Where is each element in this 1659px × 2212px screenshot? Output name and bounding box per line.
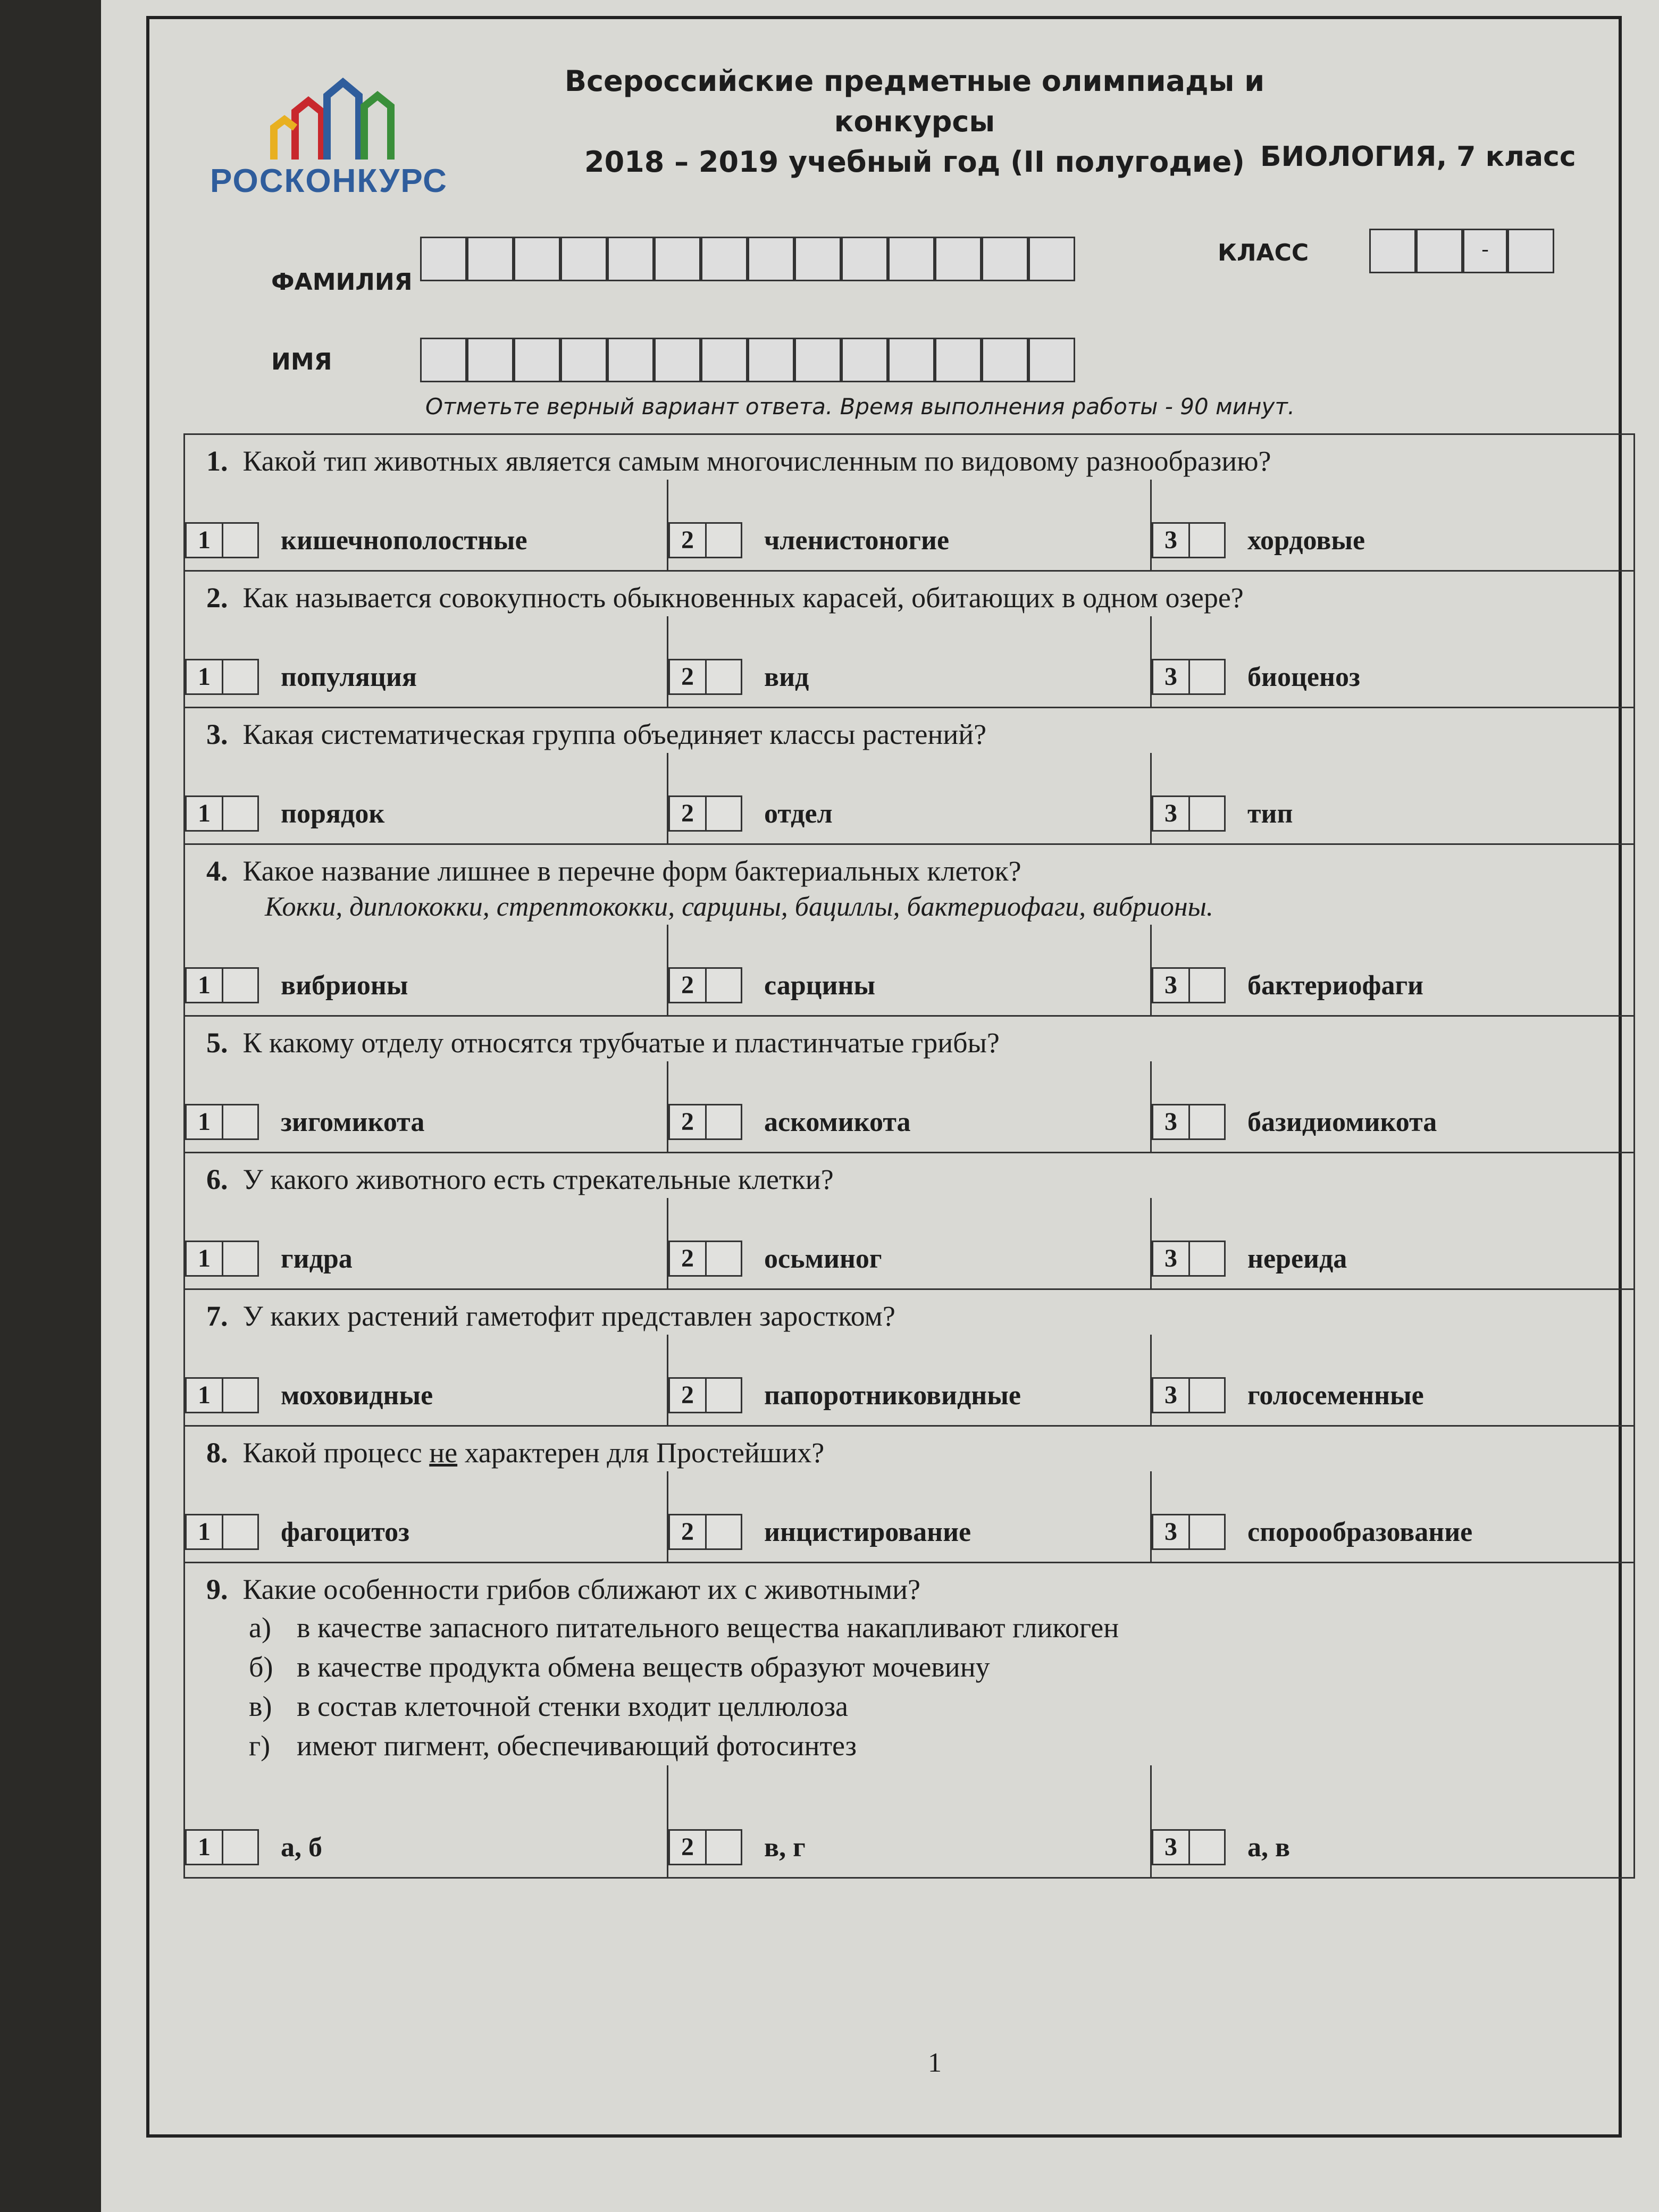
surname-cells[interactable]: [420, 237, 1075, 281]
name-label: ИМЯ: [271, 348, 332, 375]
statement-item: [185, 1608, 1633, 1647]
question-number: 7.: [206, 1300, 228, 1332]
question-number: 8.: [206, 1437, 228, 1469]
question-4: [185, 845, 1633, 1017]
question-2: [185, 572, 1633, 708]
question-number: 2.: [206, 582, 228, 614]
letter-cell[interactable]: [841, 338, 888, 382]
statement-text: в качестве продукта обмена веществ образуют мочевину: [297, 1651, 990, 1683]
answer-checkbox[interactable]: [1152, 522, 1226, 558]
letter-cell[interactable]: [654, 237, 701, 281]
question-7: [185, 1290, 1633, 1427]
answer-option[interactable]: [667, 1765, 1150, 1877]
option-label: сарцины: [764, 970, 876, 1001]
letter-cell[interactable]: [607, 237, 654, 281]
answer-checkbox[interactable]: [1152, 659, 1226, 695]
subject-grade: БИОЛОГИЯ, 7 класс: [1260, 141, 1576, 173]
surname-label: ФАМИЛИЯ: [271, 269, 413, 296]
option-number: 2: [670, 1242, 707, 1275]
option-label: кишечнополостные: [281, 525, 527, 556]
letter-cell[interactable]: [794, 237, 841, 281]
option-number: 1: [187, 1105, 223, 1138]
answer-option[interactable]: [185, 1765, 667, 1877]
letter-cell[interactable]: [467, 237, 514, 281]
option-label: нереида: [1247, 1244, 1347, 1274]
option-label: вид: [764, 662, 809, 692]
name-cells[interactable]: [420, 338, 1075, 382]
question-3: [185, 708, 1633, 845]
question-text-after: характерен для Простейших?: [457, 1437, 825, 1469]
statement-text: в состав клеточной стенки входит целлюлоза: [297, 1690, 849, 1722]
question-text: Какие особенности грибов сближают их с животными?: [242, 1573, 920, 1605]
option-number: 3: [1153, 1242, 1190, 1275]
option-label: аскомикота: [764, 1107, 911, 1137]
option-label: хордовые: [1247, 525, 1365, 556]
answer-checkbox[interactable]: [185, 1829, 259, 1865]
statement-mark: в): [249, 1690, 272, 1722]
option-number: 1: [187, 969, 223, 1002]
letter-cell[interactable]: [701, 237, 748, 281]
option-number: 1: [187, 797, 223, 830]
class-cell[interactable]: [1507, 229, 1554, 273]
statement-mark: г): [249, 1730, 271, 1762]
question-text-before: Какой процесс: [242, 1437, 430, 1469]
letter-cell[interactable]: [420, 237, 467, 281]
letter-cell[interactable]: [888, 237, 935, 281]
option-number: 3: [1153, 1379, 1190, 1412]
option-number: 1: [187, 1515, 223, 1548]
answer-checkbox[interactable]: [668, 522, 742, 558]
answer-checkbox[interactable]: [668, 795, 742, 832]
answer-checkbox[interactable]: [185, 967, 259, 1003]
question-number: 5.: [206, 1027, 228, 1059]
letter-cell[interactable]: [935, 237, 982, 281]
option-label: зигомикота: [281, 1107, 425, 1137]
answer-option[interactable]: [667, 616, 1150, 707]
option-label: в, г: [764, 1832, 806, 1863]
option-label: инцистирование: [764, 1517, 971, 1547]
answer-checkbox[interactable]: [1152, 967, 1226, 1003]
option-label: популяция: [281, 662, 417, 692]
option-label: папоротниковидные: [764, 1380, 1021, 1411]
option-number: 1: [187, 1242, 223, 1275]
answer-checkbox[interactable]: [1152, 1241, 1226, 1277]
option-number: 3: [1153, 1831, 1190, 1864]
answer-option[interactable]: [1150, 1471, 1633, 1562]
answer-checkbox[interactable]: [185, 1241, 259, 1277]
answer-option[interactable]: [667, 480, 1150, 570]
option-number: 3: [1153, 1515, 1190, 1548]
letter-cell[interactable]: [841, 237, 888, 281]
option-label: гидра: [281, 1244, 353, 1274]
title-line-2: 2018 – 2019 учебный год (II полугодие): [584, 145, 1245, 179]
option-number: 1: [187, 660, 223, 693]
option-number: 2: [670, 1831, 707, 1864]
answer-checkbox[interactable]: [668, 1377, 742, 1413]
option-label: порядок: [281, 799, 385, 829]
answer-checkbox[interactable]: [1152, 1829, 1226, 1865]
answer-option[interactable]: [185, 1198, 667, 1288]
answer-checkbox[interactable]: [185, 795, 259, 832]
option-label: моховидные: [281, 1380, 433, 1411]
answer-checkbox[interactable]: [668, 659, 742, 695]
answer-checkbox[interactable]: [668, 1829, 742, 1865]
option-number: 1: [187, 524, 223, 557]
statement-text: имеют пигмент, обеспечивающий фотосинтез: [297, 1730, 857, 1762]
option-number: 2: [670, 524, 707, 557]
question-6: [185, 1153, 1633, 1290]
answer-option[interactable]: [667, 1061, 1150, 1152]
answer-option[interactable]: [1150, 480, 1633, 570]
header-title: [489, 61, 1340, 182]
question-5: [185, 1017, 1633, 1153]
statement-item: [185, 1726, 1633, 1765]
answer-checkbox[interactable]: [185, 659, 259, 695]
answer-option[interactable]: [667, 1198, 1150, 1288]
option-label: голосеменные: [1247, 1380, 1424, 1411]
answer-option[interactable]: [1150, 1335, 1633, 1425]
question-text: Какая систематическая группа объединяет классы растений?: [242, 718, 987, 750]
letter-cell[interactable]: [982, 338, 1028, 382]
answer-option[interactable]: [667, 753, 1150, 843]
answer-option[interactable]: [1150, 1198, 1633, 1288]
option-number: 2: [670, 1379, 707, 1412]
option-number: 2: [670, 1515, 707, 1548]
class-cells[interactable]: [1369, 229, 1554, 273]
question-text: Какое название лишнее в перечне форм бактериальных клеток?: [242, 855, 1021, 887]
question-number: 4.: [206, 855, 228, 887]
answer-option[interactable]: [185, 925, 667, 1015]
answer-checkbox[interactable]: [668, 967, 742, 1003]
instruction: Отметьте верный вариант ответа. Время выполнения работы - 90 минут.: [425, 393, 1295, 420]
answer-option[interactable]: [1150, 616, 1633, 707]
question-9: [185, 1563, 1633, 1877]
question-text: У какого животного есть стрекательные клетки?: [242, 1163, 834, 1195]
answer-option[interactable]: [667, 1335, 1150, 1425]
class-separator: -: [1463, 229, 1507, 273]
letter-cell[interactable]: [467, 338, 514, 382]
question-text-underlined: не: [429, 1437, 458, 1469]
question-number: 6.: [206, 1163, 228, 1195]
option-label: бактериофаги: [1247, 970, 1424, 1001]
letter-cell[interactable]: [560, 237, 607, 281]
letter-cell[interactable]: [654, 338, 701, 382]
answer-checkbox[interactable]: [185, 1377, 259, 1413]
option-label: вибрионы: [281, 970, 408, 1001]
letter-cell[interactable]: [560, 338, 607, 382]
answer-option[interactable]: [185, 753, 667, 843]
answer-option[interactable]: [185, 1471, 667, 1562]
letter-cell[interactable]: [935, 338, 982, 382]
answer-checkbox[interactable]: [1152, 1377, 1226, 1413]
question-text: К какому отделу относятся трубчатые и пластинчатые грибы?: [242, 1027, 1000, 1059]
letter-cell[interactable]: [1028, 237, 1075, 281]
option-label: а, б: [281, 1832, 322, 1863]
option-label: осьминог: [764, 1244, 882, 1274]
option-label: тип: [1247, 799, 1293, 829]
answer-checkbox[interactable]: [668, 1241, 742, 1277]
option-label: а, в: [1247, 1832, 1291, 1863]
answer-option[interactable]: [1150, 1061, 1633, 1152]
question-number: 3.: [206, 718, 228, 750]
answer-checkbox[interactable]: [1152, 795, 1226, 832]
answer-checkbox[interactable]: [185, 1514, 259, 1550]
answer-option[interactable]: [185, 1061, 667, 1152]
letter-cell[interactable]: [701, 338, 748, 382]
letter-cell[interactable]: [794, 338, 841, 382]
question-subtext: Кокки, диплококки, стрептококки, сарцины, бациллы, бактериофаги, вибрионы.: [265, 892, 1213, 922]
option-number: 3: [1153, 1105, 1190, 1138]
question-number: 9.: [206, 1573, 228, 1605]
class-cell[interactable]: [1369, 229, 1416, 273]
option-label: биоценоз: [1247, 662, 1360, 692]
class-label: КЛАСС: [1218, 239, 1309, 266]
questions-table: [183, 433, 1635, 1879]
option-label: фагоцитоз: [281, 1517, 409, 1547]
answer-option[interactable]: [667, 1471, 1150, 1562]
letter-cell[interactable]: [748, 237, 794, 281]
answer-option[interactable]: [185, 1335, 667, 1425]
question-8: [185, 1427, 1633, 1563]
class-cell[interactable]: [1416, 229, 1463, 273]
option-number: 3: [1153, 524, 1190, 557]
letter-cell[interactable]: [748, 338, 794, 382]
question-text: У каких растений гаметофит представлен заростком?: [242, 1300, 895, 1332]
answer-option[interactable]: [185, 616, 667, 707]
option-number: 3: [1153, 797, 1190, 830]
title-line-1: Всероссийские предметные олимпиады и конкурсы: [564, 64, 1265, 138]
letter-cell[interactable]: [982, 237, 1028, 281]
answer-option[interactable]: [185, 480, 667, 570]
statement-text: в качестве запасного питательного вещества накапливают гликоген: [297, 1612, 1119, 1644]
question-1: [185, 435, 1633, 572]
statement-item: [185, 1687, 1633, 1726]
statement-mark: а): [249, 1612, 271, 1644]
answer-checkbox[interactable]: [668, 1514, 742, 1550]
question-number: 1.: [206, 445, 228, 477]
answer-checkbox[interactable]: [1152, 1104, 1226, 1140]
letter-cell[interactable]: [514, 338, 560, 382]
option-number: 1: [187, 1379, 223, 1412]
option-label: базидиомикота: [1247, 1107, 1437, 1137]
option-label: отдел: [764, 799, 833, 829]
answer-checkbox[interactable]: [668, 1104, 742, 1140]
answer-option[interactable]: [1150, 1765, 1633, 1877]
page-number: 1: [928, 2048, 942, 2078]
answer-checkbox[interactable]: [185, 522, 259, 558]
option-label: спорообразование: [1247, 1517, 1473, 1547]
option-number: 1: [187, 1831, 223, 1864]
option-number: 2: [670, 797, 707, 830]
question-text: Как называется совокупность обыкновенных карасей, обитающих в одном озере?: [242, 582, 1244, 614]
letter-cell[interactable]: [888, 338, 935, 382]
answer-option[interactable]: [1150, 925, 1633, 1015]
option-number: 2: [670, 969, 707, 1002]
statement-mark: б): [249, 1651, 273, 1683]
option-label: членистоногие: [764, 525, 950, 556]
answer-option[interactable]: [667, 925, 1150, 1015]
option-number: 2: [670, 1105, 707, 1138]
option-number: 3: [1153, 660, 1190, 693]
letter-cell[interactable]: [420, 338, 467, 382]
logo-text: РОСКОНКУРС: [210, 163, 448, 199]
question-text: Какой тип животных является самым многочисленным по видовому разнообразию?: [242, 445, 1271, 477]
letter-cell[interactable]: [607, 338, 654, 382]
answer-checkbox[interactable]: [185, 1104, 259, 1140]
option-number: 3: [1153, 969, 1190, 1002]
letter-cell[interactable]: [1028, 338, 1075, 382]
letter-cell[interactable]: [514, 237, 560, 281]
option-number: 2: [670, 660, 707, 693]
rosconkurs-logo: [210, 74, 508, 202]
statement-item: [185, 1647, 1633, 1687]
answer-option[interactable]: [1150, 753, 1633, 843]
answer-checkbox[interactable]: [1152, 1514, 1226, 1550]
